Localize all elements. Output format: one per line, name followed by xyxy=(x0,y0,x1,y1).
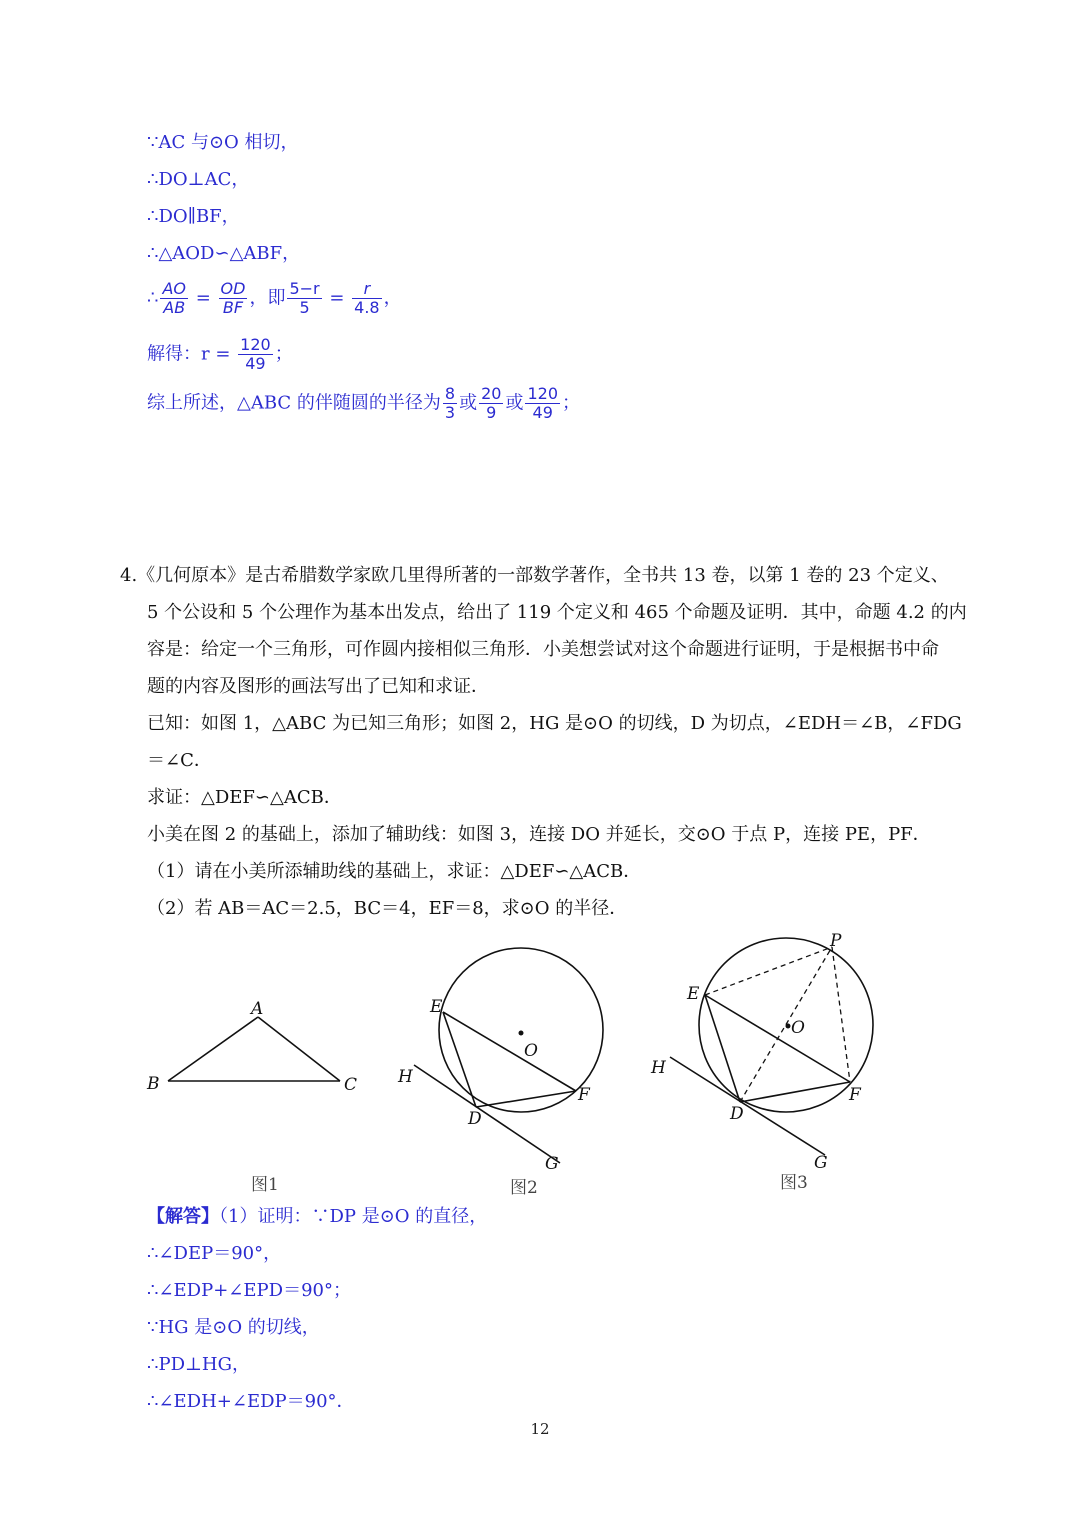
solution-line-1: ∵AC 与⊙O 相切， xyxy=(147,132,299,153)
problem-part-2: （2）若 AB＝AC＝2.5，BC＝4，EF＝8，求⊙O 的半径． xyxy=(147,898,628,919)
label-d: D xyxy=(468,1109,482,1129)
figure-3-circle-diameter xyxy=(640,925,900,1175)
namely-text: ，即 xyxy=(249,287,286,309)
label-c: C xyxy=(344,1075,358,1095)
equals: = xyxy=(190,287,217,309)
label-o: O xyxy=(524,1041,538,1061)
problem-line-1: 4.《几何原本》是古希腊数学家欧几里得所著的一部数学著作，全书共 13 卷，以第 1 卷的 23 个定义、 xyxy=(120,565,949,586)
answer-line-4: ∵HG 是⊙O 的切线， xyxy=(147,1317,320,1338)
label-f: F xyxy=(849,1085,861,1105)
problem-given-line-1: 已知：如图 1，△ABC 为已知三角形；如图 2，HG 是⊙O 的切线，D 为切点，∠EDH＝∠B，∠FDG xyxy=(147,713,962,734)
page-number: 12 xyxy=(530,1420,550,1438)
solution-line-6 xyxy=(147,336,293,373)
answer-proof-start: （1）证明：∵DP 是⊙O 的直径， xyxy=(219,1206,488,1227)
label-o: O xyxy=(791,1018,805,1038)
label-d: D xyxy=(730,1104,744,1124)
problem-line-4: 题的内容及图形的画法写出了已知和求证． xyxy=(147,676,489,697)
label-g: G xyxy=(545,1154,559,1174)
fraction-5-minus-r: $\frac{5-r}{5}$ xyxy=(289,279,320,317)
problem-line-2: 5 个公设和 5 个公理作为基本出发点，给出了 119 个定义和 465 个命题及证明．其中，命题 4.2 的内 xyxy=(147,602,967,623)
therefore-symbol: ∴ xyxy=(147,287,159,309)
solution-line-2: ∴DO⊥AC， xyxy=(147,169,250,190)
fraction-8-3: $\frac{8}{3}$ xyxy=(444,384,456,422)
problem-part-1: （1）请在小美所添辅助线的基础上，求证：△DEF∽△ACB． xyxy=(147,861,642,882)
answer-line-2: ∴∠DEP＝90°， xyxy=(147,1243,282,1264)
problem-line-3: 容是：给定一个三角形，可作圆内接相似三角形．小美想尝试对这个命题进行证明，于是根据书中命 xyxy=(147,639,939,660)
label-b: B xyxy=(147,1074,160,1094)
figure-1-caption: 图1 xyxy=(251,1175,279,1195)
label-e: E xyxy=(430,997,443,1017)
solution-line-5 xyxy=(147,280,402,317)
label-h: H xyxy=(398,1067,413,1087)
label-f: F xyxy=(578,1085,590,1105)
label-h: H xyxy=(651,1058,666,1078)
or-text: 或 xyxy=(459,392,478,414)
figure-1-triangle xyxy=(140,995,380,1105)
fraction-120-49: $\frac{120}{49}$ xyxy=(527,384,558,422)
solve-text: 解得：r = xyxy=(147,343,237,365)
fraction-20-9: $\frac{20}{9}$ xyxy=(481,384,502,422)
answer-line-3: ∴∠EDP+∠EPD＝90°； xyxy=(147,1280,351,1301)
comma: ， xyxy=(383,287,402,309)
label-g: G xyxy=(814,1153,828,1173)
solution-line-4: ∴△AOD∽△ABF， xyxy=(147,243,301,264)
answer-line-6: ∴∠EDH+∠EDP＝90°． xyxy=(147,1391,355,1412)
fraction-120-49: $\frac{120}{49}$ xyxy=(240,335,271,373)
summary-text: 综上所述，△ABC 的伴随圆的半径为 xyxy=(147,392,441,414)
or-text: 或 xyxy=(505,392,524,414)
figure-3-caption: 图3 xyxy=(780,1173,808,1193)
figure-2-circle-tangent xyxy=(390,945,620,1175)
semicolon: ； xyxy=(274,343,293,365)
solution-line-3: ∴DO∥BF， xyxy=(147,206,240,227)
figure-2-caption: 图2 xyxy=(510,1178,538,1198)
label-a: A xyxy=(251,999,264,1019)
answer-line-1 xyxy=(147,1205,487,1229)
answer-label: 【解答】 xyxy=(147,1206,219,1227)
fraction-r-4-8: $\frac{r}{4.8}$ xyxy=(354,279,380,317)
label-e: E xyxy=(687,984,700,1004)
answer-line-5: ∴PD⊥HG， xyxy=(147,1354,250,1375)
fraction-ao-ab: $\frac{AO}{AB}$ xyxy=(162,279,186,317)
problem-prove: 求证：△DEF∽△ACB． xyxy=(147,787,342,808)
fraction-od-bf: $\frac{OD}{BF}$ xyxy=(220,279,246,317)
problem-auxiliary: 小美在图 2 的基础上，添加了辅助线：如图 3，连接 DO 并延长，交⊙O 于点 P，连接 PE，PF． xyxy=(147,824,931,845)
equals: = xyxy=(323,287,351,309)
label-p: P xyxy=(830,931,842,951)
semicolon: ； xyxy=(562,392,580,414)
solution-line-7 xyxy=(147,385,580,422)
problem-given-line-2: ＝∠C． xyxy=(147,750,212,771)
